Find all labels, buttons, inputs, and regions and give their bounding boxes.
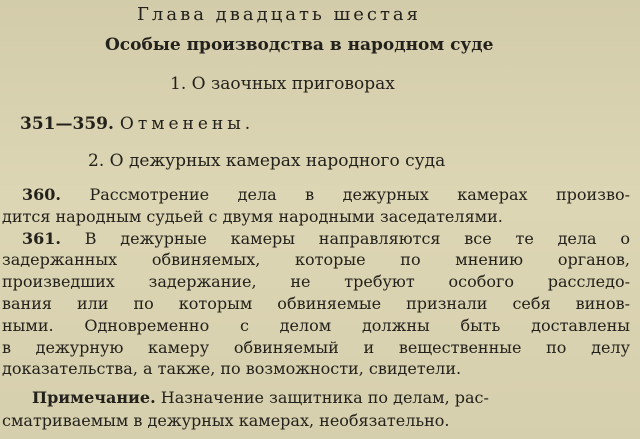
article-360-line: [2, 184, 630, 206]
article-361-line: ными. Одновременно с делом должны быть доставлены: [2, 315, 630, 335]
article-361-line: в дежурную камеру обвиняемый и вещественные по делу: [2, 337, 630, 357]
chapter-title: Глава двадцать шестая: [137, 4, 422, 25]
article-number: 351—359.: [20, 114, 114, 134]
article-361-line: доказательства, а также, по возможности, свидетели.: [2, 359, 462, 379]
article-number: 361.: [22, 228, 61, 248]
article-361-line: произведших задержание, не требуют особого расследо-: [2, 272, 630, 292]
note-label: Примечание.: [32, 388, 156, 407]
note-line: сматриваемым в дежурных камерах, необязательно.: [2, 411, 450, 430]
note-block: [2, 386, 622, 432]
article-text: В дежурные камеры направляются все те дела о: [84, 228, 630, 248]
subsection-heading-2: 2. О дежурных камерах народного суда: [88, 151, 446, 171]
subsection-heading-1: 1. О заочных приговорах: [170, 74, 395, 94]
article-text: Рассмотрение дела в дежурных камерах произво-: [89, 185, 630, 204]
section-title: Особые производства в народном суде: [105, 35, 494, 55]
article-number: 360.: [22, 185, 61, 204]
article-361-line: [2, 228, 630, 250]
note-text: Назначение защитника по делам, рас-: [160, 388, 489, 407]
article-text: Отменены.: [119, 114, 255, 134]
articles-body: [2, 184, 630, 380]
article-361-line: вания или по которым обвиняемые признали себя винов-: [2, 293, 630, 313]
note-line: [2, 386, 622, 409]
article-361-line: задержанных обвиняемых, которые по мнению органов,: [2, 250, 630, 270]
article-351-359: [20, 116, 254, 133]
article-360-line: дится народным судьей с двумя народными заседателями.: [2, 206, 503, 226]
